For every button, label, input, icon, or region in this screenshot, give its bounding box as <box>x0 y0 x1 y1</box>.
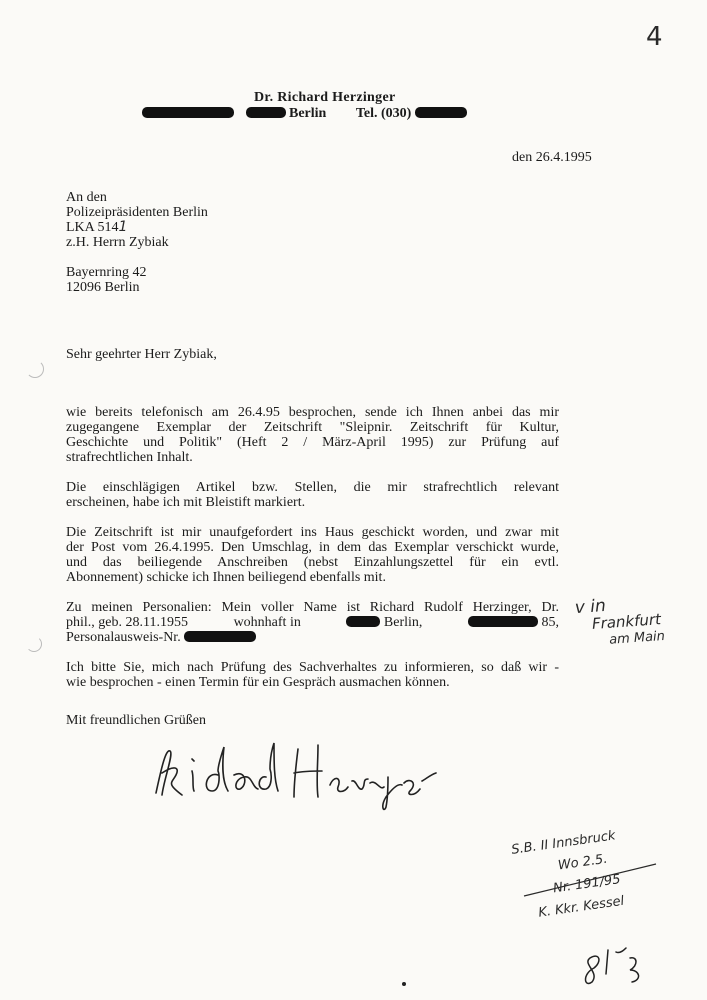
redacted-postcode-2 <box>346 616 380 627</box>
p1-line-1: wie bereits telefonisch am 26.4.95 besprochen, sende ich Ihnen anbei das mir <box>66 405 559 420</box>
redacted-street-2 <box>468 616 538 627</box>
margin-note-line-3: am Main <box>608 628 666 648</box>
punch-mark-top <box>26 360 44 378</box>
recipient-city: 12096 Berlin <box>66 280 140 295</box>
page-number: 4 <box>646 22 663 52</box>
registration-strike-line <box>520 860 660 900</box>
p1-line-2: zugegangene Exemplar der Zeitschrift "Sleipnir. Zeitschrift für Kultur, <box>66 420 559 435</box>
p3-line-1: Die Zeitschrift ist mir unaufgefordert ins Haus geschickt worden, und zwar mit <box>66 525 559 540</box>
recipient-line-4: z.H. Herrn Zybiak <box>66 235 169 250</box>
redacted-id-number <box>184 631 256 642</box>
p4-birth: phil., geb. 28.11.1955 <box>66 615 188 630</box>
p1-line-3: Geschichte und Politik" (Heft 2 / März-April 1995) zur Prüfung auf <box>66 435 559 450</box>
p3-line-3: und das beiliegende Anschreiben (nebst Einzahlungszettel für ein evtl. <box>66 555 559 570</box>
salutation: Sehr geehrter Herr Zybiak, <box>66 347 217 362</box>
p4-line-2 <box>66 615 559 630</box>
margin-note-line-1: v in <box>574 595 607 619</box>
registration-line-4: K. Kkr. Kessel <box>537 893 626 921</box>
closing: Mit freundlichen Grüßen <box>66 713 206 728</box>
letter-body <box>66 405 559 728</box>
recipient-dept: LKA 514 <box>66 220 119 235</box>
paragraph-1 <box>66 405 559 465</box>
recipient-line-3 <box>66 220 208 235</box>
letterhead-name: Dr. Richard Herzinger <box>254 90 396 105</box>
registration-line-2: Wo 2.5. <box>557 851 609 874</box>
punch-mark-bottom <box>26 636 42 652</box>
p3-line-2: der Post vom 26.4.1995. Den Umschlag, in dem das Exemplar verschickt wurde, <box>66 540 559 555</box>
page-dot <box>402 982 406 986</box>
letterhead-tel-label: Tel. (030) <box>355 106 412 121</box>
p4-street: 85, <box>468 615 559 630</box>
p4-residence-label: wohnhaft in <box>233 615 301 630</box>
p2-line-2: erscheinen, habe ich mit Bleistift markiert. <box>66 495 306 510</box>
redacted-postcode <box>246 107 286 118</box>
recipient-dept-hand: 1 <box>118 219 128 235</box>
p5-line-1: Ich bitte Sie, mich nach Prüfung des Sachverhaltes zu informieren, so daß wir - <box>66 660 559 675</box>
recipient-line-1: An den <box>66 190 107 205</box>
letterhead-city: Berlin <box>289 106 327 121</box>
recipient-block <box>66 190 208 295</box>
recipient-street: Bayernring 42 <box>66 265 147 280</box>
initials-mark <box>580 944 650 990</box>
p5-line-2: wie besprochen - einen Termin für ein Gespräch ausmachen können. <box>66 675 450 690</box>
p4-line-1: Zu meinen Personalien: Mein voller Name ist Richard Rudolf Herzinger, Dr. <box>66 600 559 615</box>
p4-id-label: Personalausweis-Nr. <box>66 630 181 645</box>
paragraph-2 <box>66 480 559 510</box>
paragraph-3 <box>66 525 559 585</box>
margin-note <box>574 594 665 651</box>
paragraph-5 <box>66 660 559 690</box>
paragraph-4 <box>66 600 559 645</box>
margin-note-line-2: Frankfurt <box>591 610 662 633</box>
signature <box>148 735 438 815</box>
p1-line-4: strafrechtlichen Inhalt. <box>66 450 193 465</box>
redacted-phone <box>415 107 467 118</box>
p4-postcode: Berlin, <box>346 615 422 630</box>
p2-line-1: Die einschlägigen Artikel bzw. Stellen, die mir strafrechtlich relevant <box>66 480 559 495</box>
recipient-line-2: Polizeipräsidenten Berlin <box>66 205 208 220</box>
redacted-street <box>142 107 234 118</box>
registration-line-1: S.B. II Innsbruck <box>510 828 617 858</box>
registration-line-3: Nr. 191/95 <box>552 872 622 897</box>
letterhead-address <box>142 106 467 122</box>
p4-line-3 <box>66 630 559 645</box>
letter-date: den 26.4.1995 <box>512 150 592 165</box>
p3-line-4: Abonnement) schicke ich Ihnen beiliegend ebenfalls mit. <box>66 570 386 585</box>
